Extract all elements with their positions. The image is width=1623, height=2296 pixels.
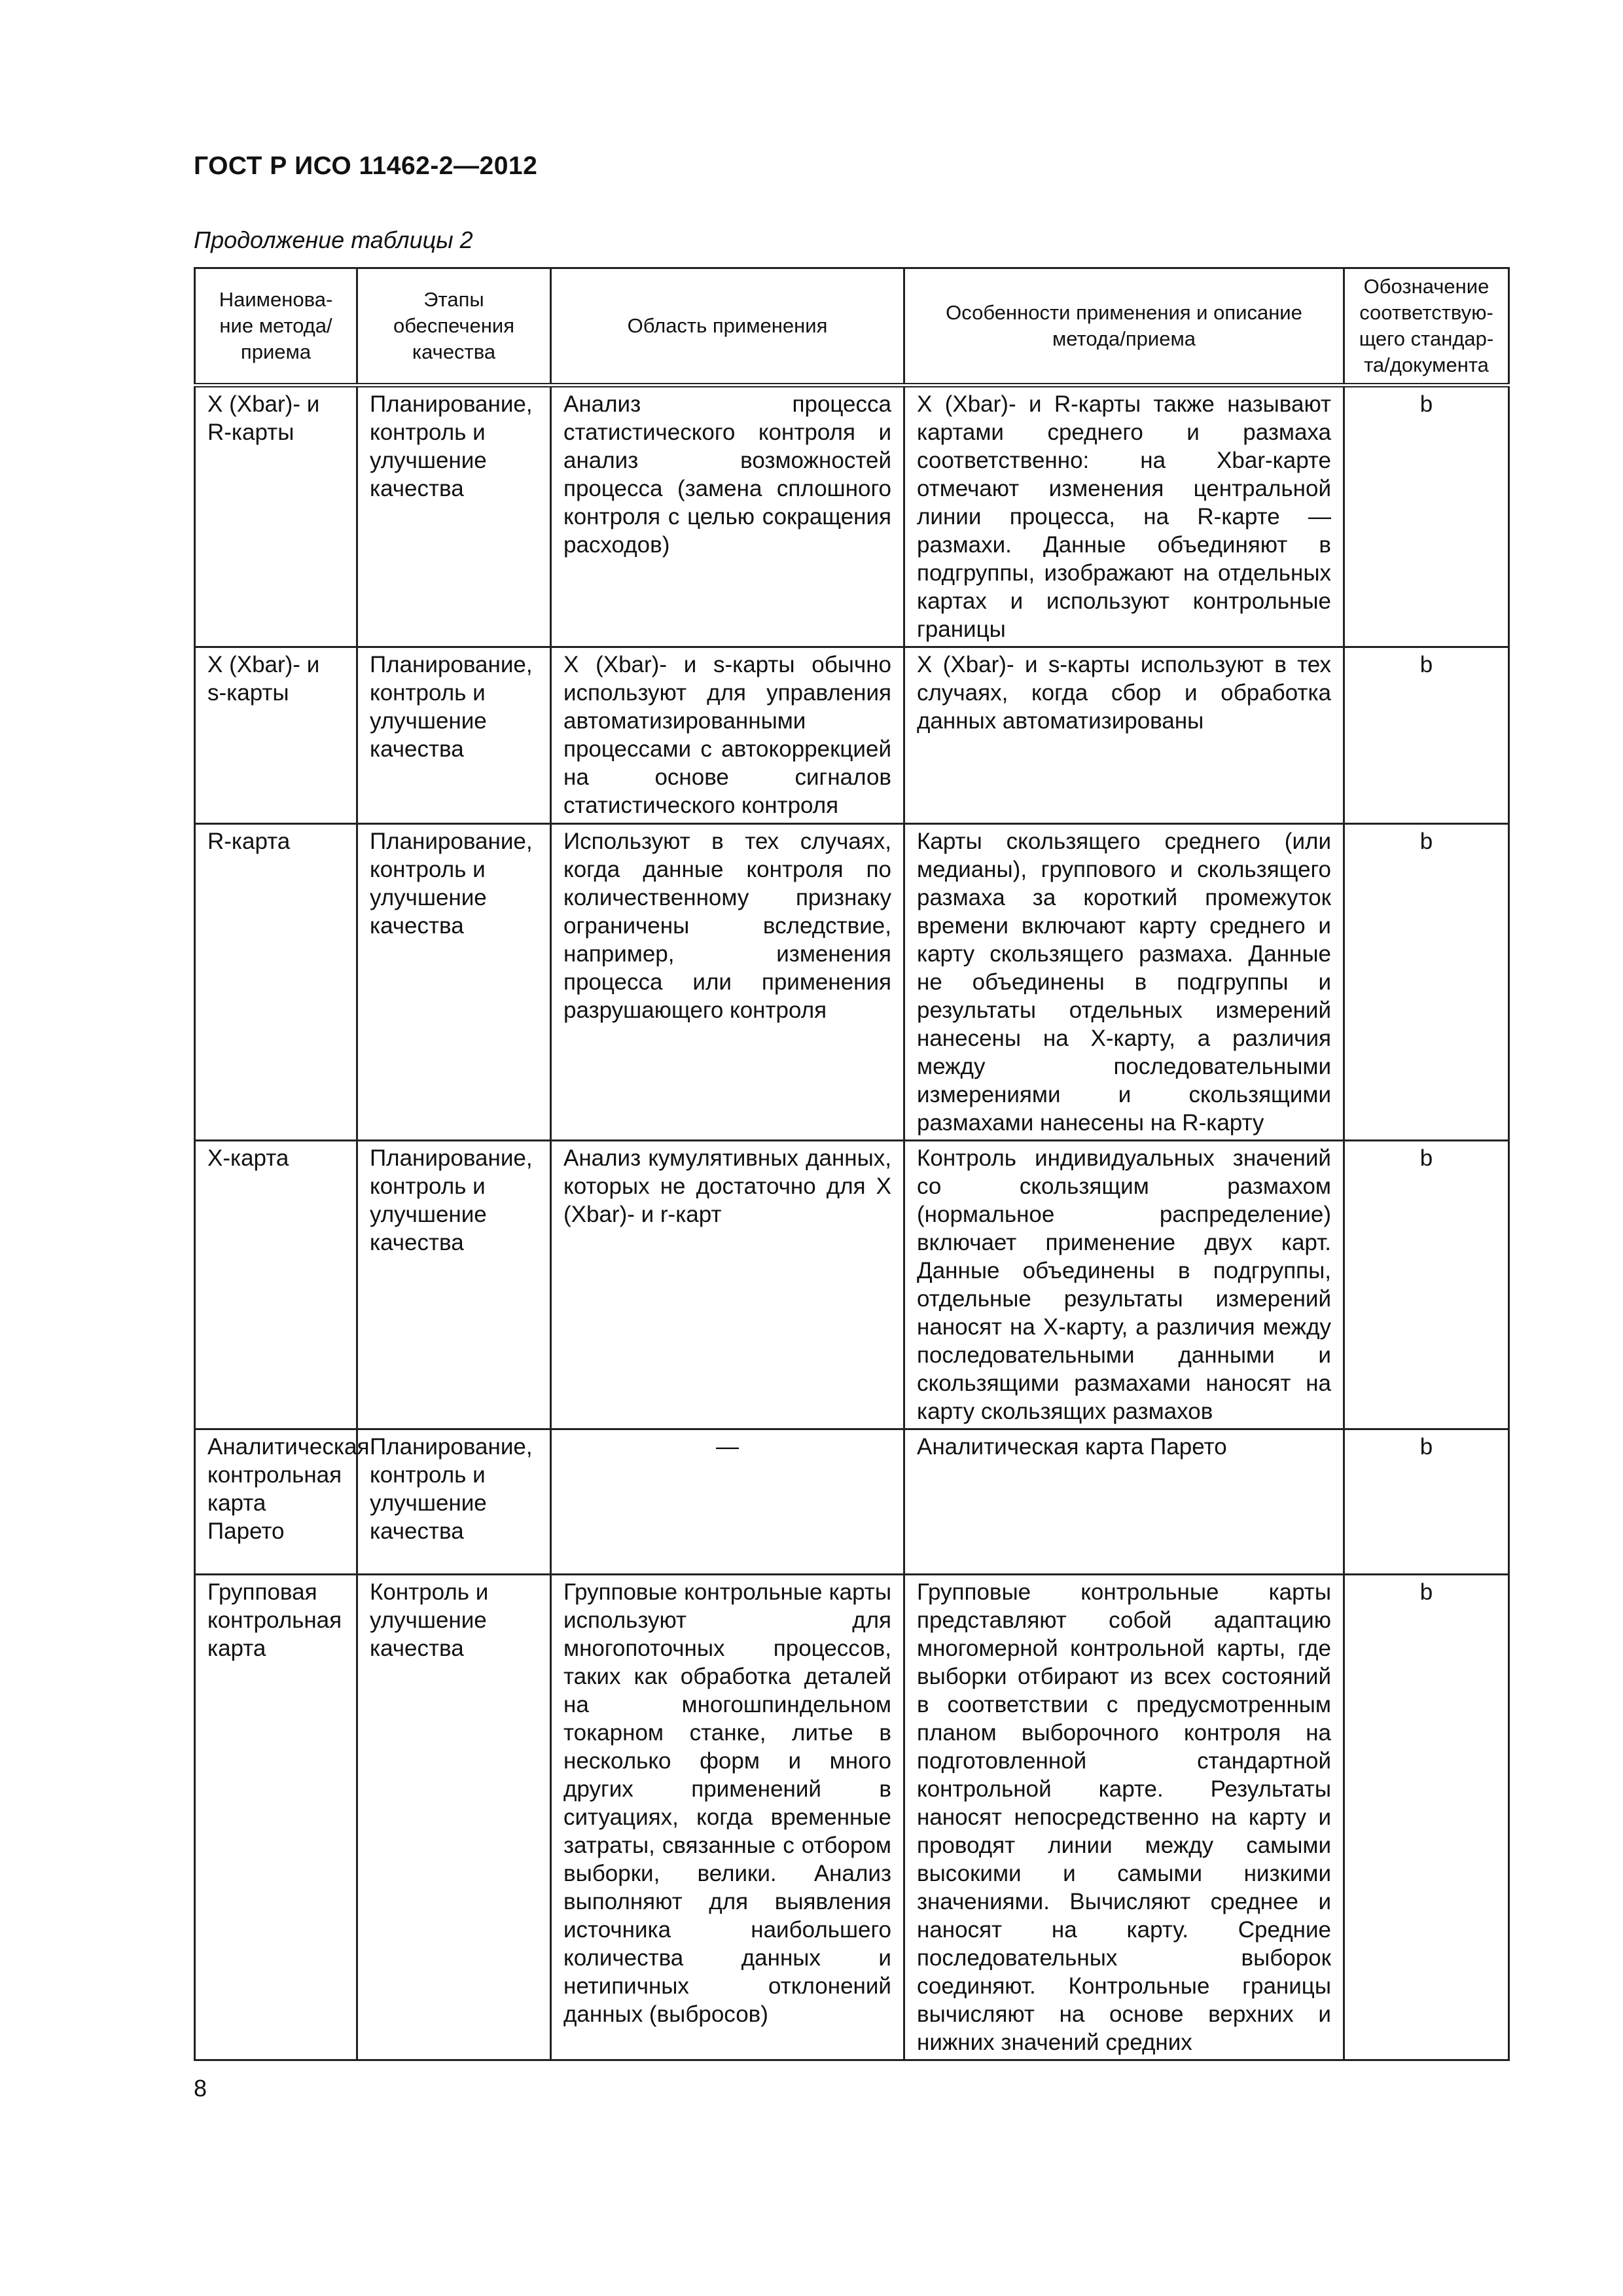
scope-cell: Анализ процесса статистического контроля и анализ возможностей процесса (замена сплошного контроля с целью сокращения расходов) bbox=[551, 386, 904, 647]
reference-cell: b bbox=[1344, 386, 1509, 647]
stages-cell: Контроль и улучшение качества bbox=[357, 1575, 551, 2060]
reference-cell: b bbox=[1344, 1429, 1509, 1575]
method-cell: X-карта bbox=[195, 1141, 357, 1429]
scope-cell: X (Xbar)- и s-карты обычно используют для управления автоматизированными процессами с автокоррекцией на основе сигналов статистического контроля bbox=[551, 647, 904, 824]
method-cell: Аналитическая контрольная карта Парето bbox=[195, 1429, 357, 1575]
stages-cell: Планирование, контроль и улучшение качества bbox=[357, 1141, 551, 1429]
scope-cell: Анализ кумулятивных данных, которых не достаточно для X (Xbar)- и r-карт bbox=[551, 1141, 904, 1429]
reference-cell: b bbox=[1344, 824, 1509, 1141]
description-cell: Контроль индивидуальных значений со скользящим размахом (нормальное распределение) включает применение двух карт. Данные объединены в подгруппы, отдельные результаты измерений наносят на X-карту, а различия между последовательными данными и скользящими размахами наносят на карту скользящих размахов bbox=[904, 1141, 1344, 1429]
description-cell: Групповые контрольные карты представляют собой адаптацию многомерной контрольной карты, где выборки отбирают из всех состояний в соответствии с предусмотренным планом выборочного контроля на подготовленной стандартной контрольной карте. Результаты наносят непосредственно на карту и проводят линии между самыми высокими и самыми низкими значениями. Вычисляют среднее и наносят на карту. Средние последовательных выборок соединяют. Контрольные границы вычисляют на основе верхних и нижних значений средних bbox=[904, 1575, 1344, 2060]
description-cell: X (Xbar)- и R-карты также называют картами среднего и размаха соответственно: на Xbar-карте отмечают изменения центральной линии процесса, на R-карте — размахи. Данные объединяют в подгруппы, изображают на отдельных картах и используют контрольные границы bbox=[904, 386, 1344, 647]
table-row bbox=[195, 386, 1509, 647]
column-header-stages: Этапы обеспечения качества bbox=[357, 268, 551, 386]
table-row bbox=[195, 1141, 1509, 1429]
scope-cell: Групповые контрольные карты используют для многопоточных процессов, таких как обработка деталей на многошпиндельном токарном станке, литье в несколько форм и много других применений в ситуациях, когда временные затраты, связанные с отбором выборки, велики. Анализ выполняют для выявления источника наибольшего количества данных и нетипичных отклонений данных (выбросов) bbox=[551, 1575, 904, 2060]
reference-cell: b bbox=[1344, 1575, 1509, 2060]
method-cell: X (Xbar)- и R-карты bbox=[195, 386, 357, 647]
reference-cell: b bbox=[1344, 1141, 1509, 1429]
page-number: 8 bbox=[194, 2075, 207, 2102]
reference-cell: b bbox=[1344, 647, 1509, 824]
scope-cell: Используют в тех случаях, когда данные контроля по количественному признаку ограничены вследствие, например, изменения процесса или применения разрушающего контроля bbox=[551, 824, 904, 1141]
stages-cell: Планирование, контроль и улучшение качества bbox=[357, 386, 551, 647]
method-cell: R-карта bbox=[195, 824, 357, 1141]
column-header-method: Наименова- ние метода/ приема bbox=[195, 268, 357, 386]
method-cell: X (Xbar)- и s-карты bbox=[195, 647, 357, 824]
column-header-description: Особенности применения и описание метода/приема bbox=[904, 268, 1344, 386]
table-row bbox=[195, 647, 1509, 824]
table-caption: Продолжение таблицы 2 bbox=[194, 226, 473, 253]
scope-cell: — bbox=[551, 1429, 904, 1575]
stages-cell: Планирование, контроль и улучшение качества bbox=[357, 824, 551, 1141]
stages-cell: Планирование, контроль и улучшение качества bbox=[357, 647, 551, 824]
description-cell: Карты скользящего среднего (или медианы), группового и скользящего размаха за короткий промежуток времени включают карту среднего и карту скользящего размаха. Данные не объединены в подгруппы и результаты отдельных измерений нанесены на X-карту, а различия между последовательными измерениями и скользящими размахами нанесены на R-карту bbox=[904, 824, 1344, 1141]
description-cell: X (Xbar)- и s-карты используют в тех случаях, когда сбор и обработка данных автоматизированы bbox=[904, 647, 1344, 824]
methods-table bbox=[194, 267, 1510, 2061]
column-header-reference: Обозначение соответствую- щего стандар- та/документа bbox=[1344, 268, 1509, 386]
table-header-row bbox=[195, 268, 1509, 386]
column-header-scope: Область применения bbox=[551, 268, 904, 386]
stages-cell: Планирование, контроль и улучшение качества bbox=[357, 1429, 551, 1575]
table-row bbox=[195, 1429, 1509, 1575]
table-row bbox=[195, 824, 1509, 1141]
document-header: ГОСТ Р ИСО 11462-2—2012 bbox=[194, 152, 538, 180]
method-cell: Групповая контрольная карта bbox=[195, 1575, 357, 2060]
table-row bbox=[195, 1575, 1509, 2060]
description-cell: Аналитическая карта Парето bbox=[904, 1429, 1344, 1575]
